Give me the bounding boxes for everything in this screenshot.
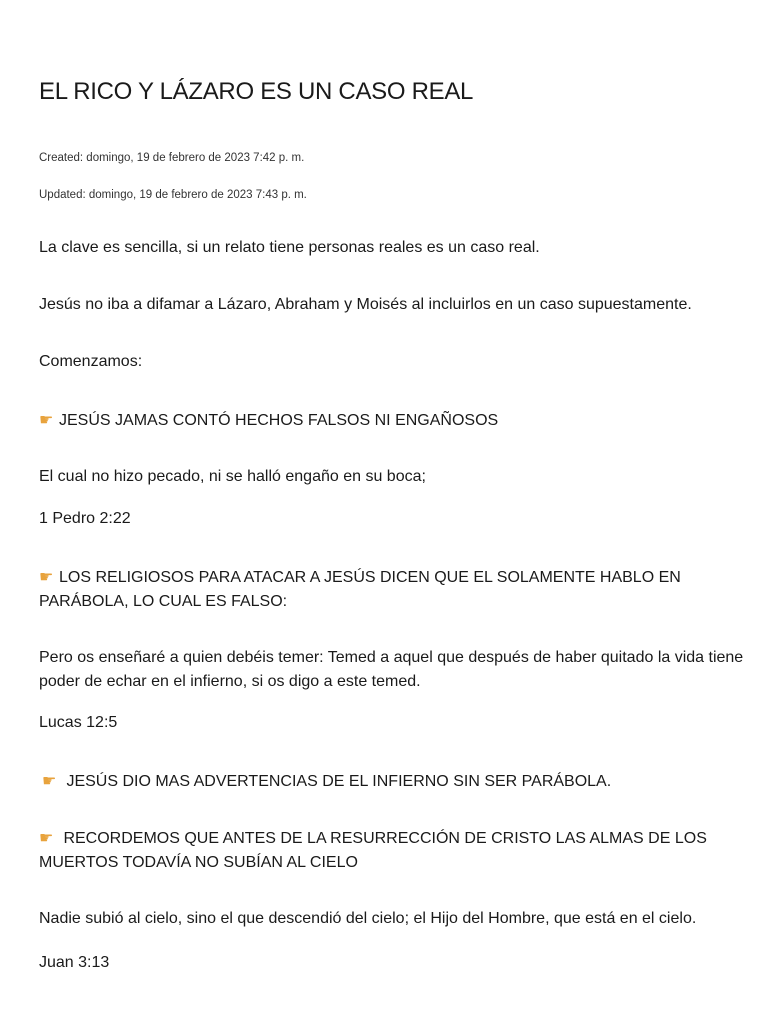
updated-timestamp: Updated: domingo, 19 de febrero de 2023 7:43 p. m.: [39, 189, 307, 201]
heading-paragraph: [39, 565, 751, 614]
pointing-right-hand-icon: ☛: [39, 567, 54, 586]
heading-paragraph: [39, 769, 751, 794]
heading-text: LOS RELIGIOSOS PARA ATACAR A JESÚS DICEN QUE EL SOLAMENTE HABLO EN PARÁBOLA, LO CUAL ES FALSO:: [39, 569, 681, 610]
paragraph: La clave es sencilla, si un relato tiene personas reales es un caso real.: [39, 239, 540, 256]
paragraph: Nadie subió al cielo, sino el que descendió del cielo; el Hijo del Hombre, que está en el cielo.: [39, 910, 697, 927]
page-title: EL RICO Y LÁZARO ES UN CASO REAL: [39, 78, 474, 105]
paragraph: Comenzamos:: [39, 353, 143, 370]
heading-text: JESÚS DIO MAS ADVERTENCIAS DE EL INFIERNO SIN SER PARÁBOLA.: [62, 773, 612, 790]
bible-reference: 1 Pedro 2:22: [39, 510, 131, 527]
pointing-right-hand-icon: ☛: [39, 828, 54, 847]
pointing-right-hand-icon: ☛: [39, 410, 54, 429]
paragraph: Jesús no iba a difamar a Lázaro, Abraham y Moisés al incluirlos en un caso supuestamente.: [39, 296, 692, 313]
heading-paragraph: [39, 826, 751, 875]
paragraph: Pero os enseñaré a quien debéis temer: Temed a aquel que después de haber quitado la vida tiene poder de echar en el infierno, si os digo a este temed.: [39, 649, 744, 690]
heading-text: RECORDEMOS QUE ANTES DE LA RESURRECCIÓN DE CRISTO LAS ALMAS DE LOS MUERTOS TODAVÍA NO SUBÍAN AL CIELO: [39, 830, 707, 871]
heading-paragraph: [39, 408, 751, 433]
bible-reference: Juan 3:13: [39, 954, 110, 971]
bible-reference: Lucas 12:5: [39, 714, 118, 731]
paragraph: El cual no hizo pecado, ni se halló engaño en su boca;: [39, 468, 426, 485]
pointing-right-hand-icon: ☛: [42, 771, 57, 790]
heading-text: JESÚS JAMAS CONTÓ HECHOS FALSOS NI ENGAÑOSOS: [59, 412, 499, 429]
created-timestamp: Created: domingo, 19 de febrero de 2023 7:42 p. m.: [39, 152, 305, 164]
